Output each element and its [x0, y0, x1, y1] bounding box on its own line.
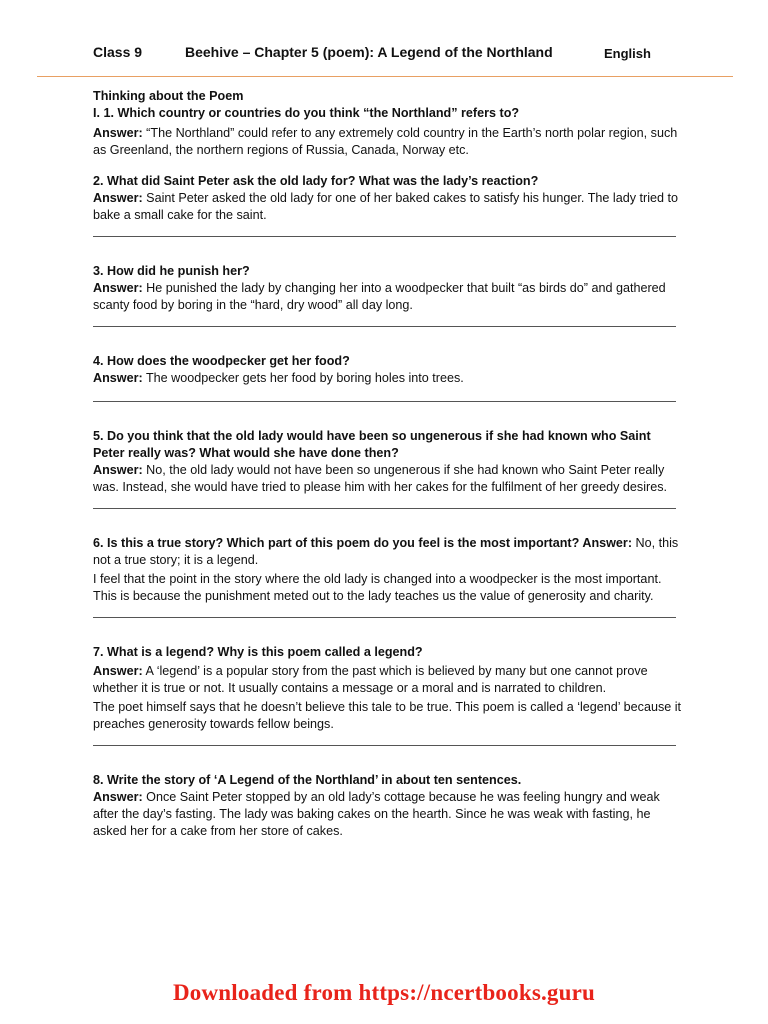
qa-item-1: [93, 105, 683, 159]
qa-item-4: [93, 353, 683, 402]
qa-item-6: [93, 535, 683, 618]
answer-text: Once Saint Peter stopped by an old lady’s cottage because he was feeling hungry and weak after the day’s fasting. The lady was baking cakes on the hearth. Since he was weak with fasting, he asked her for a cake from her store of cakes.: [93, 790, 660, 838]
question-2: 2. What did Saint Peter ask the old lady for? What was the lady’s reaction?: [93, 174, 539, 188]
section-title: Thinking about the Poem: [93, 89, 244, 103]
question-4: 4. How does the woodpecker get her food?: [93, 354, 350, 368]
document-body: [93, 88, 683, 842]
answer-3: [93, 280, 683, 314]
divider-line: [93, 508, 676, 509]
answer-label: Answer:: [93, 126, 143, 140]
download-source-link[interactable]: Downloaded from https://ncertbooks.guru: [172, 980, 596, 1005]
qa-item-8: [93, 772, 683, 840]
page-header: [0, 0, 768, 78]
divider-line: [93, 326, 676, 327]
header-divider: [37, 76, 733, 77]
divider-line: [93, 236, 676, 237]
answer-label: Answer:: [93, 371, 143, 385]
question-1: I. 1. Which country or countries do you think “the Northland” refers to?: [93, 106, 520, 120]
header-title: Beehive – Chapter 5 (poem): A Legend of the Northland: [185, 44, 553, 60]
answer-text: A ‘legend’ is a popular story from the past which is believed by many but one cannot prove whether it is true or not. It usually contains a message or a moral and is narrated to children.: [93, 664, 648, 695]
answer-text: “The Northland” could refer to any extremely cold country in the Earth’s north polar region, such as Greenland, the northern regions of Russia, Canada, Norway etc.: [93, 126, 678, 157]
question-6: [93, 535, 683, 569]
qa-item-3: [93, 263, 683, 327]
answer-5: [93, 462, 683, 496]
question-8: 8. Write the story of ‘A Legend of the Northland’ in about ten sentences.: [93, 773, 522, 787]
answer-7: [93, 663, 683, 697]
qa-item-7: [93, 644, 683, 746]
answer-text: The woodpecker gets her food by boring holes into trees.: [142, 371, 464, 385]
answer-text: He punished the lady by changing her into a woodpecker that built “as birds do” and gathered scanty food by boring in the “hard, dry wood” all day long.: [93, 281, 666, 312]
question-7: 7. What is a legend? Why is this poem called a legend?: [93, 645, 423, 659]
header-subject: English: [604, 46, 651, 61]
answer-text: No, the old lady would not have been so ungenerous if she had known who Saint Peter really was. Instead, she would have tried to please him with her cakes for the fulfilment of her greedy desires.: [93, 463, 668, 494]
answer-label: Answer:: [93, 664, 143, 678]
answer-2: [93, 190, 683, 224]
divider-line: [93, 617, 676, 618]
answer-label: Answer:: [579, 536, 633, 550]
answer-label: Answer:: [93, 281, 143, 295]
header-class-label: Class 9: [93, 44, 143, 60]
qa-item-5: [93, 428, 683, 509]
answer-4: [93, 370, 683, 387]
answer-label: Answer:: [93, 191, 143, 205]
divider-line: [93, 745, 676, 746]
question-text: 6. Is this a true story? Which part of this poem do you feel is the most important?: [93, 536, 580, 550]
question-3: 3. How did he punish her?: [93, 264, 250, 278]
qa-item-2: [93, 173, 683, 237]
question-5: 5. Do you think that the old lady would have been so ungenerous if she had known who Saint Peter really was? What would she have done then?: [93, 429, 651, 460]
answer-1: [93, 125, 683, 159]
answer-label: Answer:: [93, 463, 143, 477]
answer-label: Answer:: [93, 790, 143, 804]
answer-text: No, this not a true story; it is a legend.: [93, 536, 679, 567]
answer-7-extra: The poet himself says that he doesn’t believe this tale to be true. This poem is called a ‘legend’ because it preaches generosity towards fellow beings.: [93, 700, 682, 731]
divider-line: [93, 401, 676, 402]
answer-6-extra: I feel that the point in the story where the old lady is changed into a woodpecker is the most important. This is because the punishment meted out to the lady teaches us the value of generosity and charity.: [93, 572, 662, 603]
answer-8: [93, 789, 683, 840]
answer-text: Saint Peter asked the old lady for one of her baked cakes to satisfy his hunger. The lady tried to bake a small cake for the saint.: [93, 191, 679, 222]
